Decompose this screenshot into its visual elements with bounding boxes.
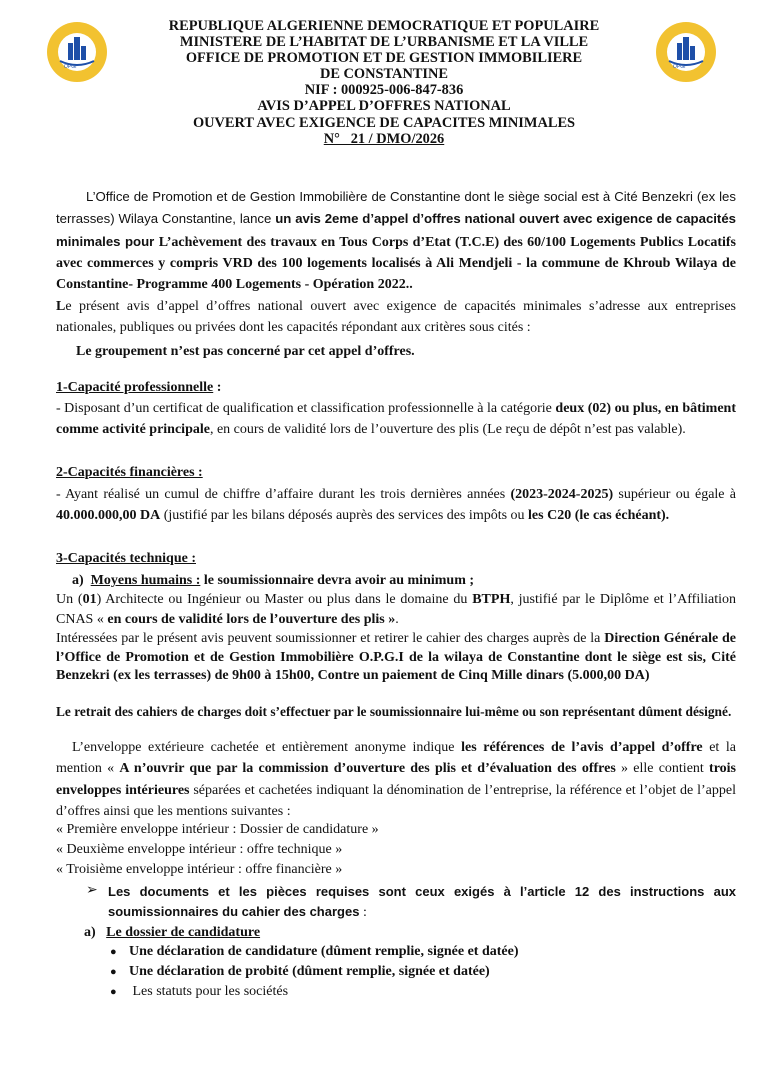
section-1-text-a: - Disposant d’un certificat de qualification et classification professionnelle à la catégorie <box>56 401 556 416</box>
bullet-icon: ● <box>110 966 117 978</box>
documents-paragraph <box>108 882 736 922</box>
section-3-a-label: a) <box>72 573 84 588</box>
intro-bold-sans: un avis 2eme d’appel d’offres national ouvert avec exigence de capacités minimales pour <box>56 211 736 249</box>
header-line-4: DE CONSTANTINE <box>319 66 449 83</box>
intro-paragraph <box>56 186 736 295</box>
documents-text: Les documents et les pièces requises sont ceux exigés à l’article 12 des instructions aux soumissionnaires du cahier des charges <box>108 884 736 919</box>
section-2-text-e: (justifié par les bilans déposés auprès des services des impôts ou <box>160 508 529 524</box>
envelope-first: « Première enveloppe intérieur : Dossier de candidature » <box>56 822 379 837</box>
section-2-amount: 40.000.000,00 DA <box>56 508 161 524</box>
section-3-t5: , justifié par le Diplôme et l’Affiliation CNAS « <box>56 592 737 627</box>
dossier-label <box>84 925 260 941</box>
header-nif: NIF : 000925-006-847-836 <box>304 82 464 99</box>
scope-text: e présent avis d’appel d’offres national ouvert avec exigence de capacités minimales s’adresse aux entreprises nationales, publiques ou privées dont les capacités répondant aux critères sous cités : <box>56 299 736 336</box>
doc-item-3: Les statuts pour les sociétés <box>129 984 289 999</box>
moyens-humains-title: Moyens humains : <box>90 573 201 588</box>
section-2-c20: les C20 (le cas échéant). <box>528 508 670 524</box>
dossier-letter: a) <box>84 925 96 940</box>
section-3-heading: 3-Capacités technique : <box>56 551 196 566</box>
section-2-heading: 2-Capacités financières : <box>56 465 203 480</box>
interest-address: Direction Générale de l’Office de Promotion et de Gestion Immobilière O.P.G.I de la wilaya de Constantine dont le siège est sis, Cité Benzekri (ex les terrasses) de 9h00 à 15h00, Contre un paiement de Cinq Mille dinars (5.000,00 DA) <box>56 631 736 684</box>
envelope-text-a: L’enveloppe extérieure cachetée et entièrement anonyme indique <box>72 740 462 755</box>
header-avis: AVIS D’APPEL D’OFFRES NATIONAL <box>257 98 511 115</box>
section-3-a-rest: le soumissionnaire devra avoir au minimum ; <box>200 573 475 588</box>
section-3-t1: Un ( <box>56 592 83 607</box>
document-header <box>130 18 638 147</box>
envelope-three: trois enveloppes intérieures <box>56 761 736 798</box>
interest-paragraph <box>56 630 736 686</box>
opgi-logo-left <box>46 21 108 83</box>
scope-initial: L <box>56 299 66 314</box>
doc-item-2: Une déclaration de probité (dûment remplie, signée et datée) <box>129 964 490 979</box>
arrow-bullet-icon: ➢ <box>86 883 98 898</box>
section-3-t2: 01 <box>82 592 97 607</box>
section-1-category: deux (02) ou plus, en bâtiment comme activité principale <box>56 401 737 438</box>
header-line-1: REPUBLIQUE ALGERIENNE DEMOCRATIQUE ET POPULAIRE <box>168 18 600 34</box>
doc-item-1: Une déclaration de candidature (dûment remplie, signée et datée) <box>129 944 519 959</box>
header-numero: N° 21 / DMO/2026 <box>323 130 445 147</box>
scope-paragraph <box>56 296 736 339</box>
envelope-text-g: séparées et cachetées indiquant la dénomination de l’entreprise, la référence et l’objet de l’appel d’offres ainsi que les mentions suivantes : <box>56 782 736 819</box>
groupement-note: Le groupement n’est pas concerné par cet appel d’offres. <box>76 344 415 359</box>
envelope-second: « Deuxième enveloppe intérieur : offre technique » <box>56 842 343 857</box>
envelope-mention: A n’ouvrir que par la commission d’ouverture des plis et d’évaluation des offres <box>119 761 616 777</box>
section-3-title <box>56 548 736 569</box>
section-1-text-c: , en cours de validité lors de l’ouverture des plis (Le reçu de dépôt n’est pas valable). <box>209 422 686 438</box>
envelope-references: les références de l’avis d’appel d’offre <box>461 740 703 755</box>
section-2-title <box>56 462 736 483</box>
interest-text: Intéressées par le présent avis peuvent soumissionner et retirer le cahier des charges auprès de la <box>56 631 605 646</box>
svg-text:OPGI: OPGI <box>673 64 686 70</box>
intro-text: L’Office de Promotion et de Gestion Immobilière de Constantine dont le siège social est à Cité Benzekri (ex les terrasses) Wilaya Constantine, lance <box>56 189 736 227</box>
svg-text:OPGI: OPGI <box>64 64 77 70</box>
dossier-title: Le dossier de candidature <box>106 925 261 940</box>
section-3-t3: ) Architecte ou Ingénieur ou Master ou plus dans le domaine du <box>96 592 473 607</box>
section-1-text <box>56 398 736 441</box>
section-2-text <box>56 484 736 527</box>
envelope-third: « Troisième enveloppe intérieur : offre financière » <box>56 862 343 877</box>
envelope-text-c: et la mention « <box>56 740 736 777</box>
section-3-t7: . <box>395 612 399 627</box>
section-3-text <box>56 590 736 630</box>
header-line-2: MINISTERE DE L’HABITAT DE L’URBANISME ET LA VILLE <box>179 34 589 51</box>
section-3-a <box>72 570 736 591</box>
retrait-note: Le retrait des cahiers de charges doit s’effectuer par le soumissionnaire lui-même ou son représentant dûment désigné. <box>56 704 732 719</box>
documents-colon: : <box>359 905 367 920</box>
opgi-logo-right <box>655 21 717 83</box>
section-1-title <box>56 377 736 398</box>
section-2-years: (2023-2024-2025) <box>510 487 614 502</box>
bullet-icon: ● <box>110 946 117 958</box>
header-line-3: OFFICE DE PROMOTION ET DE GESTION IMMOBILIERE <box>185 50 583 67</box>
section-2-text-c: supérieur ou égale à <box>613 487 736 502</box>
section-2-text-a: - Ayant réalisé un cumul de chiffre d’affaire durant les trois dernières années <box>56 487 511 502</box>
section-3-btph: BTPH <box>472 592 511 607</box>
intro-object: L’achèvement des travaux en Tous Corps d’Etat (T.C.E) des 60/100 Logements Publics Locatifs avec commerces y compris VRD des 100 logements localisés à Ali Mendjeli - la commune de Khroub Wilaya de Constantine- Programme 400 Logements - Opération 2022.. <box>56 234 736 293</box>
section-3-validity: en cours de validité lors de l’ouverture des plis » <box>107 612 396 627</box>
envelope-paragraph <box>56 737 736 822</box>
section-1-colon: : <box>213 380 222 395</box>
envelope-text-e: » elle contient <box>615 761 710 777</box>
header-ouvert: OUVERT AVEC EXIGENCE DE CAPACITES MINIMALES <box>192 114 576 131</box>
section-1-heading: 1-Capacité professionnelle <box>56 380 214 395</box>
bullet-icon: ● <box>110 986 117 998</box>
